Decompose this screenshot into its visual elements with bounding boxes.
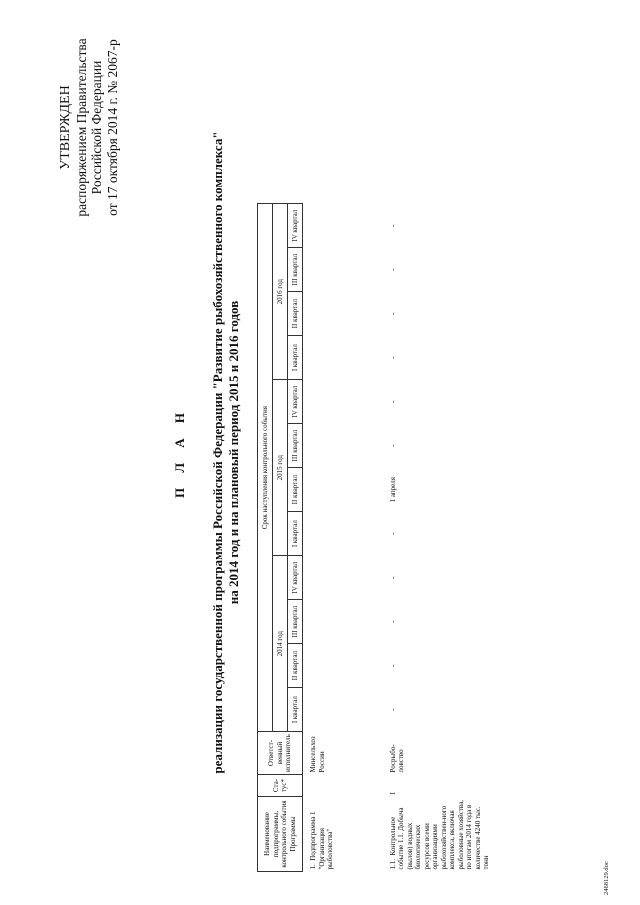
- row-cell: [303, 600, 383, 644]
- row-cell: -: [388, 708, 397, 711]
- row-cell: [303, 644, 383, 688]
- header-executor: Ответст-венный исполнитель: [258, 732, 303, 775]
- row-cell: [303, 424, 383, 468]
- plan-table: [257, 203, 492, 872]
- table-row: [383, 204, 492, 872]
- header-quarter: II квартал: [288, 468, 303, 512]
- row-name: Контрольное событие 1.1. Добыча (вылов) водных биологических ресурсов всеми организациями рыбохозяйствен-ного комплекса, включая рыболовные хозяйства, по итогам 2014 года в количестве 4240 тыс. тонн: [388, 800, 490, 870]
- row-cell: -: [388, 268, 397, 271]
- approval-line-1: УТВЕРЖДЕН: [58, 85, 73, 170]
- header-year-2014: 2014 год: [273, 556, 288, 732]
- document-subtitle-1: реализации государственной программы Российской Федерации "Развитие рыбохозяйственного комплекса": [210, 131, 225, 774]
- approval-stamp: [58, 25, 120, 230]
- row-cell: [303, 688, 383, 732]
- row-cell: [303, 512, 383, 556]
- header-quarter: IV квартал: [288, 556, 303, 600]
- header-quarter: II квартал: [288, 644, 303, 688]
- header-name: Наименование подпрограммы, контрольного события Программы: [258, 797, 303, 872]
- header-quarter: I квартал: [288, 512, 303, 556]
- header-quarter: I квартал: [288, 336, 303, 380]
- header-quarter: I квартал: [288, 688, 303, 732]
- row-status: I: [388, 792, 397, 795]
- row-cell: [303, 204, 383, 248]
- row-cell: -: [388, 576, 397, 579]
- row-cell: [303, 380, 383, 424]
- row-cell: [303, 248, 383, 292]
- header-status: Ста-тус*: [258, 775, 303, 797]
- row-executor: Минсельхоз России: [309, 736, 326, 773]
- header-quarter: III квартал: [288, 600, 303, 644]
- row-cell: -: [388, 356, 397, 359]
- header-quarter: IV квартал: [288, 380, 303, 424]
- row-number: 1.: [309, 864, 317, 870]
- document-subtitle-2: на 2014 год и на плановый период 2015 и 2016 годов: [226, 300, 241, 605]
- approval-line-3: Российской Федерации: [89, 60, 104, 195]
- header-quarter: IV квартал: [288, 204, 303, 248]
- row-cell: -: [388, 312, 397, 315]
- row-name-cell: [383, 797, 492, 872]
- row-cell: -: [388, 664, 397, 667]
- row-number: 1.1.: [388, 859, 397, 870]
- header-quarter: III квартал: [288, 248, 303, 292]
- row-cell: [303, 336, 383, 380]
- row-executor: Росрыбо-ловство: [388, 744, 405, 773]
- row-cell: -: [388, 444, 397, 447]
- header-term: Срок наступления контрольного события: [258, 204, 273, 732]
- row-name: Подпрограмма 1 "Организация рыболовства": [309, 811, 334, 870]
- row-cell: -: [388, 224, 397, 227]
- row-cell: -: [388, 532, 397, 535]
- row-cell: [303, 292, 383, 336]
- row-status: [303, 775, 383, 797]
- approval-line-4: от 17 октября 2014 г. № 2067-р: [104, 39, 120, 216]
- file-name: 2468129.doc: [603, 861, 610, 895]
- header-year-2015: 2015 год: [273, 380, 288, 556]
- row-cell: 1 апреля: [388, 476, 397, 503]
- row-name-cell: [303, 797, 383, 872]
- header-quarter: III квартал: [288, 424, 303, 468]
- table-row: [303, 204, 383, 872]
- row-cell: [303, 468, 383, 512]
- row-cell: [303, 556, 383, 600]
- row-cell: -: [388, 400, 397, 403]
- document-title: П Л А Н: [172, 406, 187, 499]
- approval-line-2: распоряжением Правительства: [73, 38, 89, 217]
- header-quarter: II квартал: [288, 292, 303, 336]
- header-year-2016: 2016 год: [273, 204, 288, 380]
- row-cell: -: [388, 620, 397, 623]
